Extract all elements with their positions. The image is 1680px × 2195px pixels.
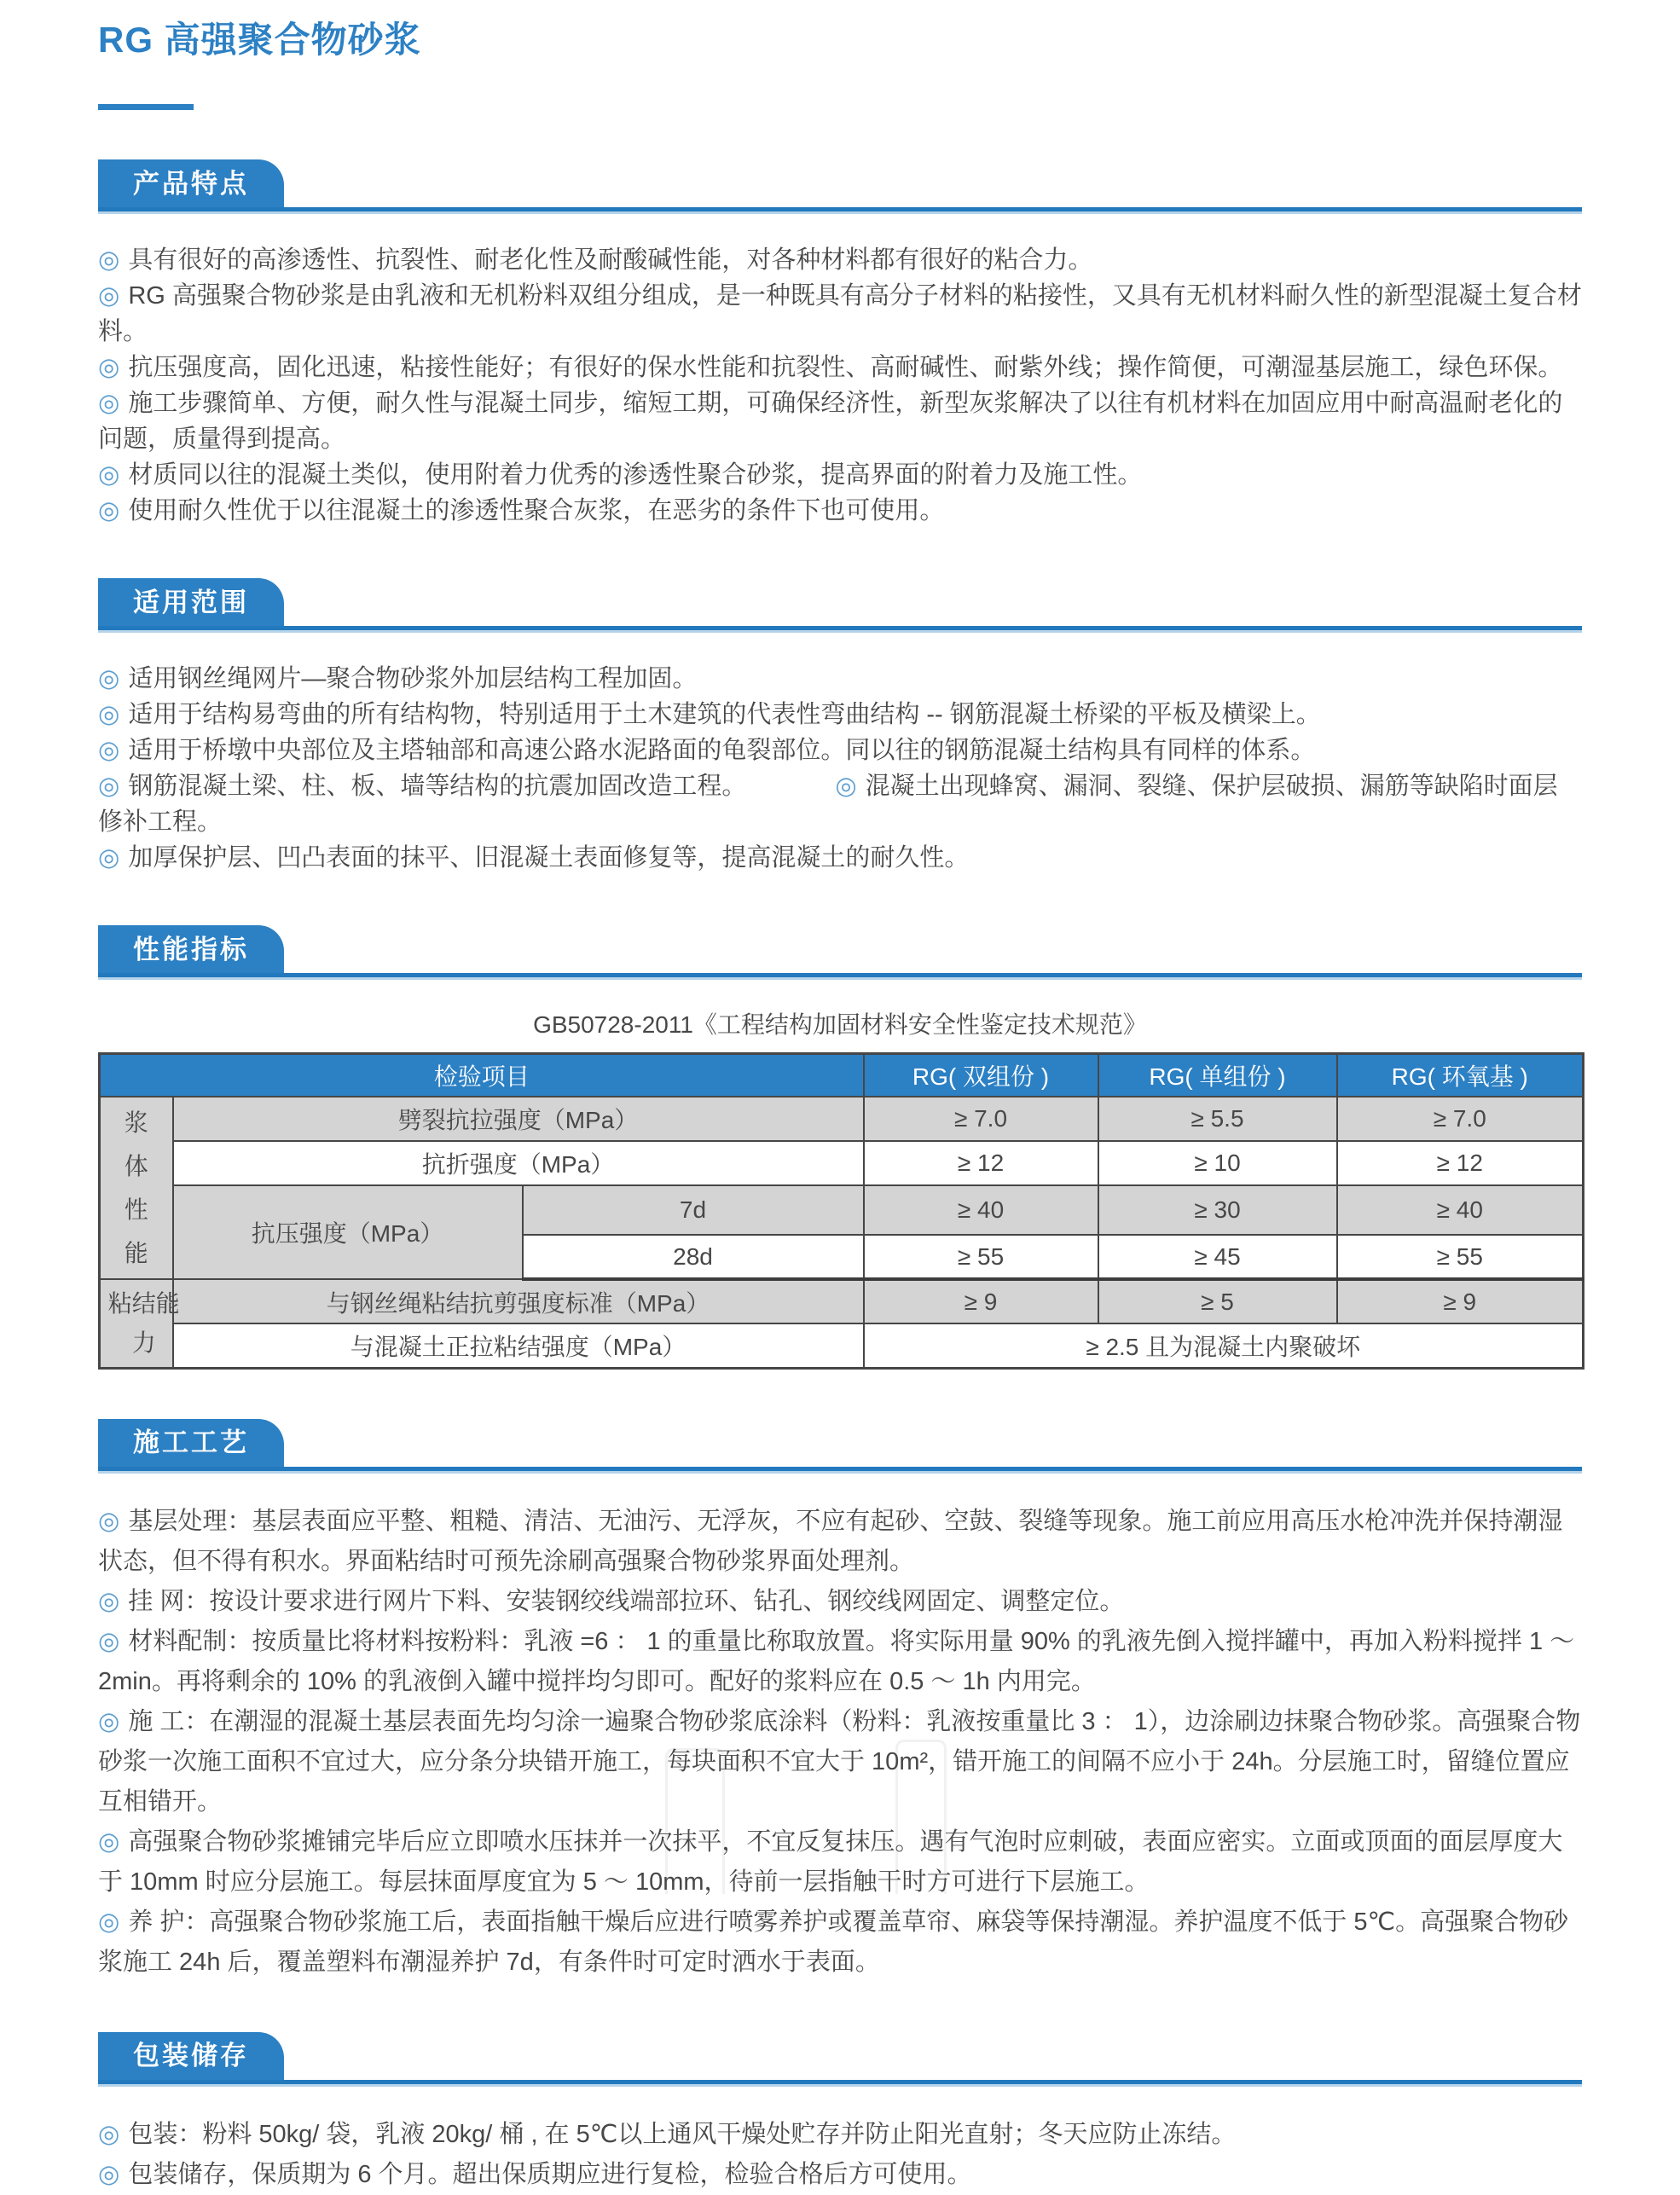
bullet-icon: ◎ (98, 354, 120, 381)
list-item (98, 1702, 1582, 1822)
group-label-bond: 粘结能力 (100, 1279, 173, 1368)
col-header-rg-one-component: RG( 单组份 ) (1098, 1054, 1337, 1098)
value-cell: ≥ 45 (1098, 1235, 1337, 1279)
list-item (98, 1622, 1582, 1702)
feature-text: 抗压强度高，固化迅速，粘接性能好；有很好的保水性能和抗裂性、高耐碱性、耐紫外线；操作简便，可潮湿基层施工，绿色环保。 (128, 354, 1563, 381)
value-cell: ≥ 12 (1337, 1141, 1584, 1185)
col-header-inspection-item: 检验项目 (100, 1054, 864, 1098)
feature-text: RG 高强聚合物砂浆是由乳液和无机粉料双组分组成，是一种既具有高分子材料的粘接性，又具有无机材料耐久性的新型混凝土复合材料。 (98, 282, 1582, 345)
process-text: 基层处理：基层表面应平整、粗糙、清洁、无油污、无浮灰，不应有起砂、空鼓、裂缝等现象。施工前应用高压水枪冲洗并保持潮湿状态，但不得有积水。界面粘结时可预先涂刷高强聚合物砂浆界面处理剂。 (98, 1507, 1563, 1575)
section-tab-process: 施工工艺 (98, 1419, 284, 1467)
bullet-icon: ◎ (98, 282, 120, 310)
bullet-icon: ◎ (98, 497, 120, 524)
section-tab-scope: 适用范围 (98, 578, 284, 626)
value-cell: ≥ 12 (864, 1141, 1098, 1185)
list-item (98, 697, 1582, 733)
feature-text: 具有很好的高渗透性、抗裂性、耐老化性及耐酸碱性能，对各种材料都有很好的粘合力。 (128, 246, 1093, 274)
list-item (98, 242, 1582, 278)
value-cell: ≥ 7.0 (864, 1097, 1098, 1141)
table-row (100, 1097, 1584, 1141)
section-header-packaging (98, 2032, 1582, 2084)
section-tab-features: 产品特点 (98, 159, 284, 207)
merged-value-cell: ≥ 2.5 且为混凝土内聚破坏 (864, 1323, 1584, 1368)
list-item (98, 2155, 1582, 2195)
col-header-rg-two-component: RG( 双组份 ) (864, 1054, 1098, 1098)
value-cell: ≥ 40 (864, 1185, 1098, 1235)
value-cell: ≥ 5 (1098, 1279, 1337, 1323)
table-row (100, 1185, 1584, 1235)
bullet-icon: ◎ (98, 773, 120, 800)
list-item (98, 493, 1582, 529)
feature-text: 材质同以往的混凝土类似，使用附着力优秀的渗透性聚合砂浆，提高界面的附着力及施工性。 (128, 461, 1143, 489)
list-item (98, 1903, 1582, 1983)
value-cell: ≥ 55 (1337, 1235, 1584, 1279)
list-item (98, 1582, 1582, 1622)
row-label-flexural: 抗折强度（MPa） (173, 1141, 864, 1185)
value-cell: ≥ 7.0 (1337, 1097, 1584, 1141)
page-title: RG 高强聚合物砂浆 (98, 20, 421, 60)
process-list (98, 1502, 1582, 1983)
packaging-text: 包装：粉料 50kg/ 袋，乳液 20kg/ 桶 , 在 5℃以上通风干燥处贮存并防止阳光直射；冬天应防止冻结。 (128, 2120, 1237, 2148)
bullet-icon: ◎ (98, 701, 120, 728)
performance-table (98, 1052, 1584, 1370)
bullet-icon: ◎ (98, 1707, 120, 1735)
section-header-process (98, 1419, 1582, 1471)
bullet-icon: ◎ (98, 1908, 120, 1936)
scope-text: 加厚保护层、凹凸表面的抹平、旧混凝土表面修复等，提高混凝土的耐久性。 (128, 844, 970, 872)
bullet-icon: ◎ (98, 737, 120, 764)
section-tab-packaging: 包装储存 (98, 2032, 284, 2080)
section-header-scope (98, 578, 1582, 630)
section-tab-performance: 性能指标 (98, 925, 284, 973)
value-cell: ≥ 10 (1098, 1141, 1337, 1185)
scope-text: 适用于结构易弯曲的所有结构物，特别适用于土木建筑的代表性弯曲结构 -- 钢筋混凝土桥梁的平板及横梁上。 (128, 701, 1321, 728)
value-cell: ≥ 55 (864, 1235, 1098, 1279)
bullet-icon: ◎ (98, 2160, 120, 2188)
list-item (98, 840, 1582, 876)
list-item (98, 385, 1582, 457)
value-cell: ≥ 9 (1337, 1279, 1584, 1323)
list-item (98, 1822, 1582, 1903)
row-label-compressive: 抗压强度（MPa） (173, 1185, 523, 1279)
group-label-slurry: 浆体性能 (100, 1097, 173, 1279)
list-item (98, 768, 1582, 840)
sub-label-28d: 28d (523, 1235, 864, 1279)
bullet-icon: ◎ (98, 1587, 120, 1615)
bullet-icon: ◎ (835, 773, 857, 800)
feature-text: 使用耐久性优于以往混凝土的渗透性聚合灰浆，在恶劣的条件下也可使用。 (128, 497, 945, 524)
row-label-tensile-bond: 与混凝土正拉粘结强度（MPa） (173, 1323, 864, 1368)
scope-text: 混凝土出现蜂窝、漏洞、裂缝、保护层破损、漏筋等缺陷时面层修补工程。 (98, 773, 1558, 836)
packaging-text: 包装储存，保质期为 6 个月。超出保质期应进行复检，检验合格后方可使用。 (128, 2160, 972, 2188)
features-list (98, 242, 1582, 529)
row-label-shear-bond: 与钢丝绳粘结抗剪强度标准（MPa） (173, 1279, 864, 1323)
col-header-rg-epoxy: RG( 环氧基 ) (1337, 1054, 1584, 1098)
table-row (100, 1323, 1584, 1368)
bullet-icon: ◎ (98, 2120, 120, 2148)
bullet-icon: ◎ (98, 665, 120, 692)
title-accent-bar (98, 104, 194, 110)
process-text: 高强聚合物砂浆摊铺完毕后应立即喷水压抹并一次抹平，不宜反复抹压。遇有气泡时应刺破，表面应密实。立面或顶面的面层厚度大于 10mm 时应分层施工。每层抹面厚度宜为 5 ～ 10mm，待前一层指触干时方可进行下层施工。 (98, 1827, 1563, 1896)
list-item (98, 457, 1582, 493)
sub-label-7d: 7d (523, 1185, 864, 1235)
section-header-features (98, 159, 1582, 211)
bullet-icon: ◎ (98, 246, 120, 274)
bullet-icon: ◎ (98, 390, 120, 417)
list-item (98, 2115, 1582, 2155)
value-cell: ≥ 9 (864, 1279, 1098, 1323)
scope-text: 钢筋混凝土梁、柱、板、墙等结构的抗震加固改造工程。 (128, 773, 747, 800)
row-label-split-tensile: 劈裂抗拉强度（MPa） (173, 1097, 864, 1141)
table-row (100, 1141, 1584, 1185)
process-text: 材料配制：按质量比将材料按粉料：乳液 =6 ： 1 的重量比称取放置。将实际用量 90% 的乳液先倒入搅拌罐中，再加入粉料搅拌 1 ～ 2min。再将剩余的 10% 的乳液倒入罐中搅拌均匀即可。配好的浆料应在 0.5 ～ 1h 内用完。 (98, 1627, 1575, 1695)
bullet-icon: ◎ (98, 1507, 120, 1535)
list-item (98, 733, 1582, 768)
list-item (98, 661, 1582, 697)
list-item (98, 350, 1582, 385)
process-text: 施 工：在潮湿的混凝土基层表面先均匀涂一遍聚合物砂浆底涂料（粉料：乳液按重量比 3 ： 1），边涂刷边抹聚合物砂浆。高强聚合物砂浆一次施工面积不宜过大，应分条分块错开施工，每块面积不宜大于 10m²，错开施工的间隔不应小于 24h。分层施工时，留缝位置应互相错开。 (98, 1707, 1581, 1816)
bullet-icon: ◎ (98, 844, 120, 872)
process-text: 挂 网：按设计要求进行网片下料、安装钢绞线端部拉环、钻孔、钢绞线网固定、调整定位。 (128, 1587, 1125, 1615)
table-header-row (100, 1054, 1584, 1098)
list-item (98, 278, 1582, 350)
process-text: 养 护：高强聚合物砂浆施工后，表面指触干燥后应进行喷雾养护或覆盖草帘、麻袋等保持潮湿。养护温度不低于 5℃。高强聚合物砂浆施工 24h 后，覆盖塑料布潮湿养护 7d，有条件时可定时洒水于表面。 (98, 1908, 1569, 1976)
scope-text: 适用钢丝绳网片—聚合物砂浆外加层结构工程加固。 (128, 665, 698, 692)
table-caption: GB50728-2011《工程结构加固材料安全性鉴定技术规范》 (533, 1011, 1147, 1038)
list-item (98, 1502, 1582, 1582)
scope-text: 适用于桥墩中央部位及主塔轴部和高速公路水泥路面的龟裂部位。同以往的钢筋混凝土结构具有同样的体系。 (128, 737, 1316, 764)
packaging-list (98, 2115, 1582, 2195)
value-cell: ≥ 5.5 (1098, 1097, 1337, 1141)
table-row (100, 1279, 1584, 1323)
bullet-icon: ◎ (98, 1627, 120, 1655)
value-cell: ≥ 40 (1337, 1185, 1584, 1235)
bullet-icon: ◎ (98, 461, 120, 489)
scope-list (98, 661, 1582, 876)
value-cell: ≥ 30 (1098, 1185, 1337, 1235)
feature-text: 施工步骤简单、方便，耐久性与混凝土同步，缩短工期，可确保经济性，新型灰浆解决了以往有机材料在加固应用中耐高温耐老化的问题，质量得到提高。 (98, 390, 1563, 453)
bullet-icon: ◎ (98, 1827, 120, 1856)
section-header-performance (98, 925, 1582, 977)
